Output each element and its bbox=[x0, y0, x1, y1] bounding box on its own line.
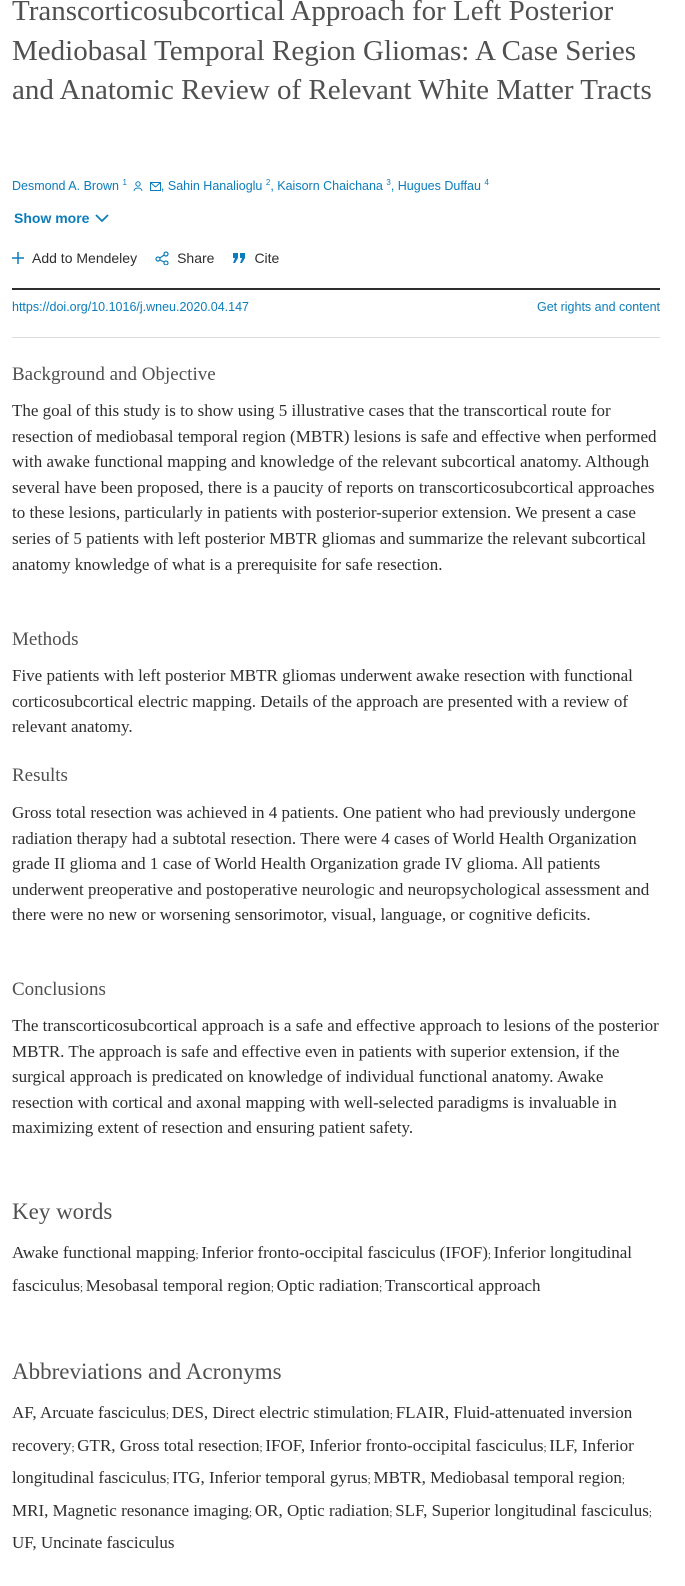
abbr-term: OR bbox=[254, 1500, 279, 1520]
abbr-term: AF bbox=[12, 1403, 33, 1422]
person-icon[interactable] bbox=[133, 181, 143, 191]
author-list: Desmond A. Brown $^1$ , Sahin Hanalioglu $^2$, Kaisorn Chaichana $^3$, Hugues Duffau $^4$ bbox=[12, 178, 489, 193]
abbr-term: SLF bbox=[395, 1500, 424, 1520]
show-more-label: Show more bbox=[14, 210, 90, 226]
section-heading-results: Results bbox=[12, 765, 68, 786]
doi-link[interactable]: https://doi.org/10.1016/j.wneu.2020.04.147 bbox=[12, 300, 249, 314]
section-heading-conclusions: Conclusions bbox=[12, 979, 106, 1000]
abbr-definition: Inferior temporal gyrus bbox=[209, 1468, 368, 1487]
abbr-term: IFOF bbox=[265, 1435, 301, 1455]
abbr-definition: Superior longitudinal fasciculus bbox=[431, 1500, 649, 1520]
abstract-results-text: Gross total resection was achieved in 4 patients. One patient who had previously undergone radiation therapy had a subtotal resection. There were 4 cases of World Health Organization grade II glioma and 1 case of World Health Organization grade IV glioma. All patients underwent preoperative and postoperative neurologic and neuropsychological assessment and there were no new or worsening sensorimotor, visual, language, or cognitive deficits. bbox=[12, 803, 650, 925]
abbr-term: UF bbox=[12, 1533, 33, 1552]
author-link[interactable]: Desmond A. Brown bbox=[12, 179, 119, 193]
keyword-item: Mesobasal temporal region bbox=[85, 1275, 271, 1295]
author-link[interactable]: Kaisorn Chaichana bbox=[277, 179, 383, 193]
keyword-item: Transcortical approach bbox=[384, 1275, 541, 1295]
divider bbox=[12, 288, 660, 290]
author-affiliation-ref[interactable]: 4 bbox=[484, 178, 489, 187]
abbr-term: MBTR bbox=[373, 1468, 422, 1487]
abstract-methods-text: Five patients with left posterior MBTR gliomas underwent awake resection with functional corticosubcortical electric mapping. Details of the approach are presented with a review of relevant anatomy. bbox=[12, 666, 633, 737]
abbr-term: ITG bbox=[172, 1468, 201, 1487]
abbr-definition: Gross total resection bbox=[119, 1435, 260, 1455]
abbr-term: ILF bbox=[549, 1435, 574, 1455]
quote-icon bbox=[232, 252, 246, 264]
author-affiliation-ref[interactable]: 2 bbox=[265, 178, 271, 187]
abbr-definition: Magnetic resonance imaging bbox=[52, 1500, 249, 1520]
abbr-term: DES bbox=[171, 1403, 204, 1422]
keywords-list: Awake functional mapping; Inferior fronto-occipital fasciculus (IFOF); Inferior longitudinal fasciculus; Mesobasal temporal region; Optic radiation; Transcortical approach bbox=[12, 1243, 632, 1295]
show-more-button[interactable] bbox=[14, 210, 109, 226]
keyword-item: Inferior fronto-occipital fasciculus (IFOF) bbox=[201, 1243, 488, 1262]
keyword-item: Awake functional mapping bbox=[12, 1243, 196, 1262]
article-title: Transcorticosubcortical Approach for Left Posterior Mediobasal Temporal Region Gliomas: A Case Series and Anatomic Review of Relevant White Matter Tracts bbox=[12, 0, 652, 106]
abbr-definition: Inferior longitudinal fasciculus bbox=[12, 1435, 634, 1487]
author-link[interactable]: Hugues Duffau bbox=[397, 179, 481, 193]
keywords-heading: Key words bbox=[12, 1199, 113, 1224]
cite-label: Cite bbox=[254, 250, 280, 266]
chevron-down-icon bbox=[95, 214, 109, 223]
share-button[interactable] bbox=[155, 250, 214, 266]
abbr-term: GTR bbox=[77, 1435, 112, 1455]
abbr-definition: Arcuate fasciculus bbox=[39, 1403, 166, 1422]
article-actions bbox=[12, 250, 279, 266]
cite-button[interactable] bbox=[232, 250, 279, 266]
keyword-item: Optic radiation bbox=[276, 1275, 380, 1295]
abbr-definition: Uncinate fasciculus bbox=[40, 1533, 175, 1552]
share-icon bbox=[155, 251, 169, 265]
abbr-term: MRI bbox=[12, 1500, 45, 1520]
section-heading-methods: Methods bbox=[12, 629, 79, 650]
author-affiliation-ref[interactable]: 1 bbox=[122, 178, 127, 187]
abstract-conclusions-text: The transcorticosubcortical approach is a safe and effective approach to lesions of the posterior MBTR. The approach is safe and effective even in patients with superior extension, if the surgical approach is predicated on knowledge of individual functional anatomy. Awake resection with cortical and axonal mapping with well-selected paradigms is invaluable in maximizing extent of resection and ensuring patient safety. bbox=[12, 1016, 659, 1138]
share-label: Share bbox=[177, 250, 215, 266]
plus-icon bbox=[12, 252, 24, 264]
abstract-background-text: The goal of this study is to show using 5 illustrative cases that the transcortical route for resection of mediobasal temporal region (MBTR) lesions is safe and effective when performed with awake functional mapping and knowledge of the relevant subcortical anatomy. Although several have been proposed, there is a paucity of reports on transcorticosubcortical approaches to these lesions, particularly in patients with posterior-superior extension. We present a case series of 5 patients with left posterior MBTR gliomas and summarize the relevant subcortical anatomy knowledge of what is a prerequisite for safe resection. bbox=[12, 401, 657, 574]
abbr-definition: Inferior fronto-occipital fasciculus bbox=[309, 1435, 544, 1455]
section-heading-background: Background and Objective bbox=[12, 364, 216, 385]
email-icon[interactable] bbox=[150, 182, 161, 191]
keyword-item: Inferior longitudinal fasciculus bbox=[12, 1243, 632, 1295]
abbr-definition: Mediobasal temporal region bbox=[430, 1468, 622, 1487]
get-rights-link[interactable]: Get rights and content bbox=[537, 300, 660, 314]
doi-row bbox=[12, 300, 660, 314]
add-to-mendeley-label: Add to Mendeley bbox=[32, 250, 138, 266]
abbr-term: FLAIR bbox=[395, 1403, 445, 1422]
author-link[interactable]: Sahin Hanalioglu bbox=[167, 179, 263, 193]
add-to-mendeley-button[interactable] bbox=[12, 250, 137, 266]
divider bbox=[12, 337, 660, 338]
abbreviations-list: AF, Arcuate fasciculus; DES, Direct electric stimulation; FLAIR, Fluid-attenuated inversion recovery; GTR, Gross total resection; IFOF, Inferior fronto-occipital fasciculus; ILF, Inferior longitudinal fasciculus; ITG, Inferior temporal gyrus; MBTR, Mediobasal temporal region; MRI, Magnetic resonance imaging; OR, Optic radiation; SLF, Superior longitudinal fasciculus; UF, Uncinate fasciculus bbox=[12, 1403, 652, 1552]
abbr-definition: Optic radiation bbox=[286, 1500, 390, 1520]
author-affiliation-ref[interactable]: 3 bbox=[386, 178, 391, 187]
abbreviations-heading: Abbreviations and Acronyms bbox=[12, 1359, 282, 1384]
abbr-definition: Fluid-attenuated inversion recovery bbox=[12, 1403, 633, 1455]
abbr-definition: Direct electric stimulation bbox=[212, 1403, 390, 1422]
